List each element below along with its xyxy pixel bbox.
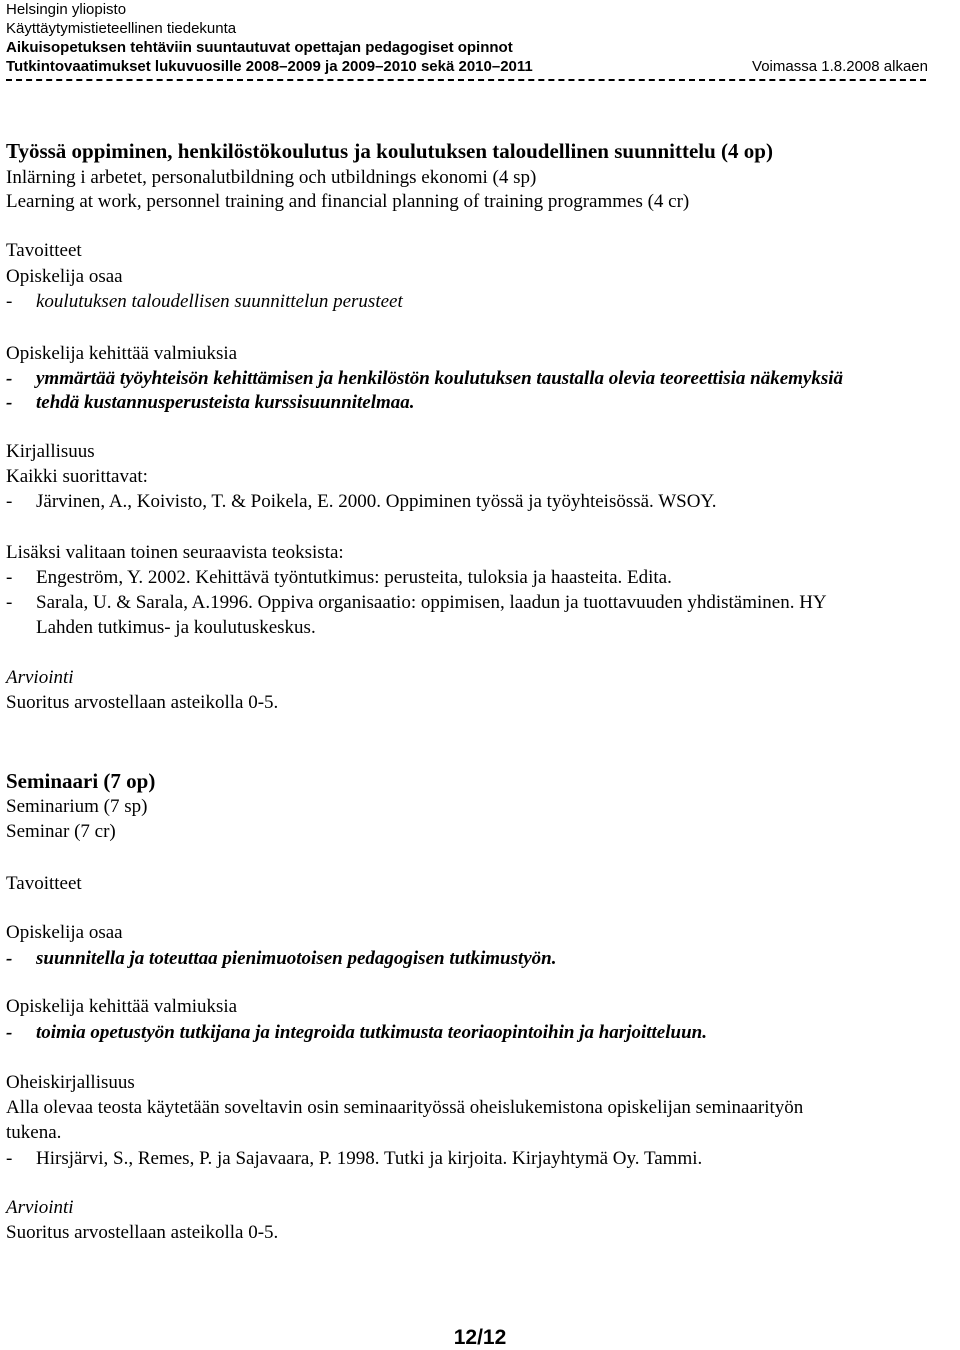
course1-lit-required: - Järvinen, A., Koivisto, T. & Poikela, E. 2000. Oppiminen työssä ja työyhteisössä. WSOY. bbox=[6, 491, 717, 512]
header-divider bbox=[6, 79, 926, 83]
university-name: Helsingin yliopisto bbox=[6, 1, 127, 18]
course2-title-sv: Seminarium (7 sp) bbox=[6, 796, 148, 817]
course2-skills-item: - toimia opetustyön tutkijana ja integroida tutkimusta teoriaopintoihin ja harjoitteluun. bbox=[6, 1022, 707, 1043]
course2-skills-heading: Opiskelija kehittää valmiuksia bbox=[6, 996, 238, 1017]
course1-title-en: Learning at work, personnel training and financial planning of training programmes (4 cr) bbox=[6, 191, 690, 212]
course2-supp-lit-intro-cont: tukena. bbox=[6, 1122, 62, 1143]
course1-knows-heading: Opiskelija osaa bbox=[6, 266, 123, 287]
validity-date: Voimassa 1.8.2008 alkaen bbox=[752, 58, 928, 75]
course1-assessment-heading: Arviointi bbox=[6, 667, 74, 688]
document-header bbox=[6, 0, 954, 76]
requirements-title: Tutkintovaatimukset lukuvuosille 2008–2009 ja 2009–2010 sekä 2010–2011 bbox=[6, 58, 533, 75]
course1-lit-option: - Sarala, U. & Sarala, A.1996. Oppiva organisaatio: oppimisen, laadun ja tuottavuuden yhdistäminen. HY bbox=[6, 592, 827, 613]
course2-title-fi: Seminaari (7 op) bbox=[6, 769, 156, 793]
course2-supp-lit-item: - Hirsjärvi, S., Remes, P. ja Sajavaara, P. 1998. Tutki ja kirjoita. Kirjayhtymä Oy. Tammi. bbox=[6, 1148, 703, 1169]
course2-assessment-heading: Arviointi bbox=[6, 1197, 74, 1218]
requirements-row bbox=[6, 57, 954, 76]
faculty-name: Käyttäytymistieteellinen tiedekunta bbox=[6, 20, 237, 37]
course1-skills-heading: Opiskelija kehittää valmiuksia bbox=[6, 343, 238, 364]
course2-supp-lit-heading: Oheiskirjallisuus bbox=[6, 1072, 135, 1093]
course2-knows-item: - suunnitella ja toteuttaa pienimuotoisen pedagogisen tutkimustyön. bbox=[6, 948, 557, 969]
course2-supp-lit-intro: Alla olevaa teosta käytetään soveltavin osin seminaarityössä oheislukemistona opiskelijan seminaarityön bbox=[6, 1097, 804, 1118]
course1-title-sv: Inlärning i arbetet, personalutbildning och utbildnings ekonomi (4 sp) bbox=[6, 167, 537, 188]
course1-title-fi: Työssä oppiminen, henkilöstökoulutus ja koulutuksen taloudellinen suunnittelu (4 op) bbox=[6, 139, 773, 163]
course2-title-en: Seminar (7 cr) bbox=[6, 821, 116, 842]
program-name: Aikuisopetuksen tehtäviin suuntautuvat opettajan pedagogiset opinnot bbox=[6, 39, 513, 56]
course1-knows-item: - koulutuksen taloudellisen suunnittelun perusteet bbox=[6, 291, 403, 312]
course2-assessment-text: Suoritus arvostellaan asteikolla 0-5. bbox=[6, 1222, 279, 1243]
course1-all-complete: Kaikki suorittavat: bbox=[6, 466, 148, 487]
course1-assessment-text: Suoritus arvostellaan asteikolla 0-5. bbox=[6, 692, 279, 713]
course1-lit-option-cont: Lahden tutkimus- ja koulutuskeskus. bbox=[36, 617, 316, 638]
page-number: 12/12 bbox=[453, 1326, 507, 1349]
course1-skills-item: - ymmärtää työyhteisön kehittämisen ja henkilöstön koulutuksen taustalla olevia teoreettisia näkemyksiä bbox=[6, 368, 844, 389]
course1-skills-item: - tehdä kustannusperusteista kurssisuunnitelmaa. bbox=[6, 392, 415, 413]
course2-knows-heading: Opiskelija osaa bbox=[6, 922, 123, 943]
course1-choose-one: Lisäksi valitaan toinen seuraavista teoksista: bbox=[6, 542, 344, 563]
course1-literature-heading: Kirjallisuus bbox=[6, 441, 95, 462]
course2-goals-heading: Tavoitteet bbox=[6, 873, 82, 894]
course1-goals-heading: Tavoitteet bbox=[6, 240, 82, 261]
course1-lit-option: - Engeström, Y. 2002. Kehittävä työntutkimus: perusteita, tuloksia ja haasteita. Edita. bbox=[6, 567, 672, 588]
